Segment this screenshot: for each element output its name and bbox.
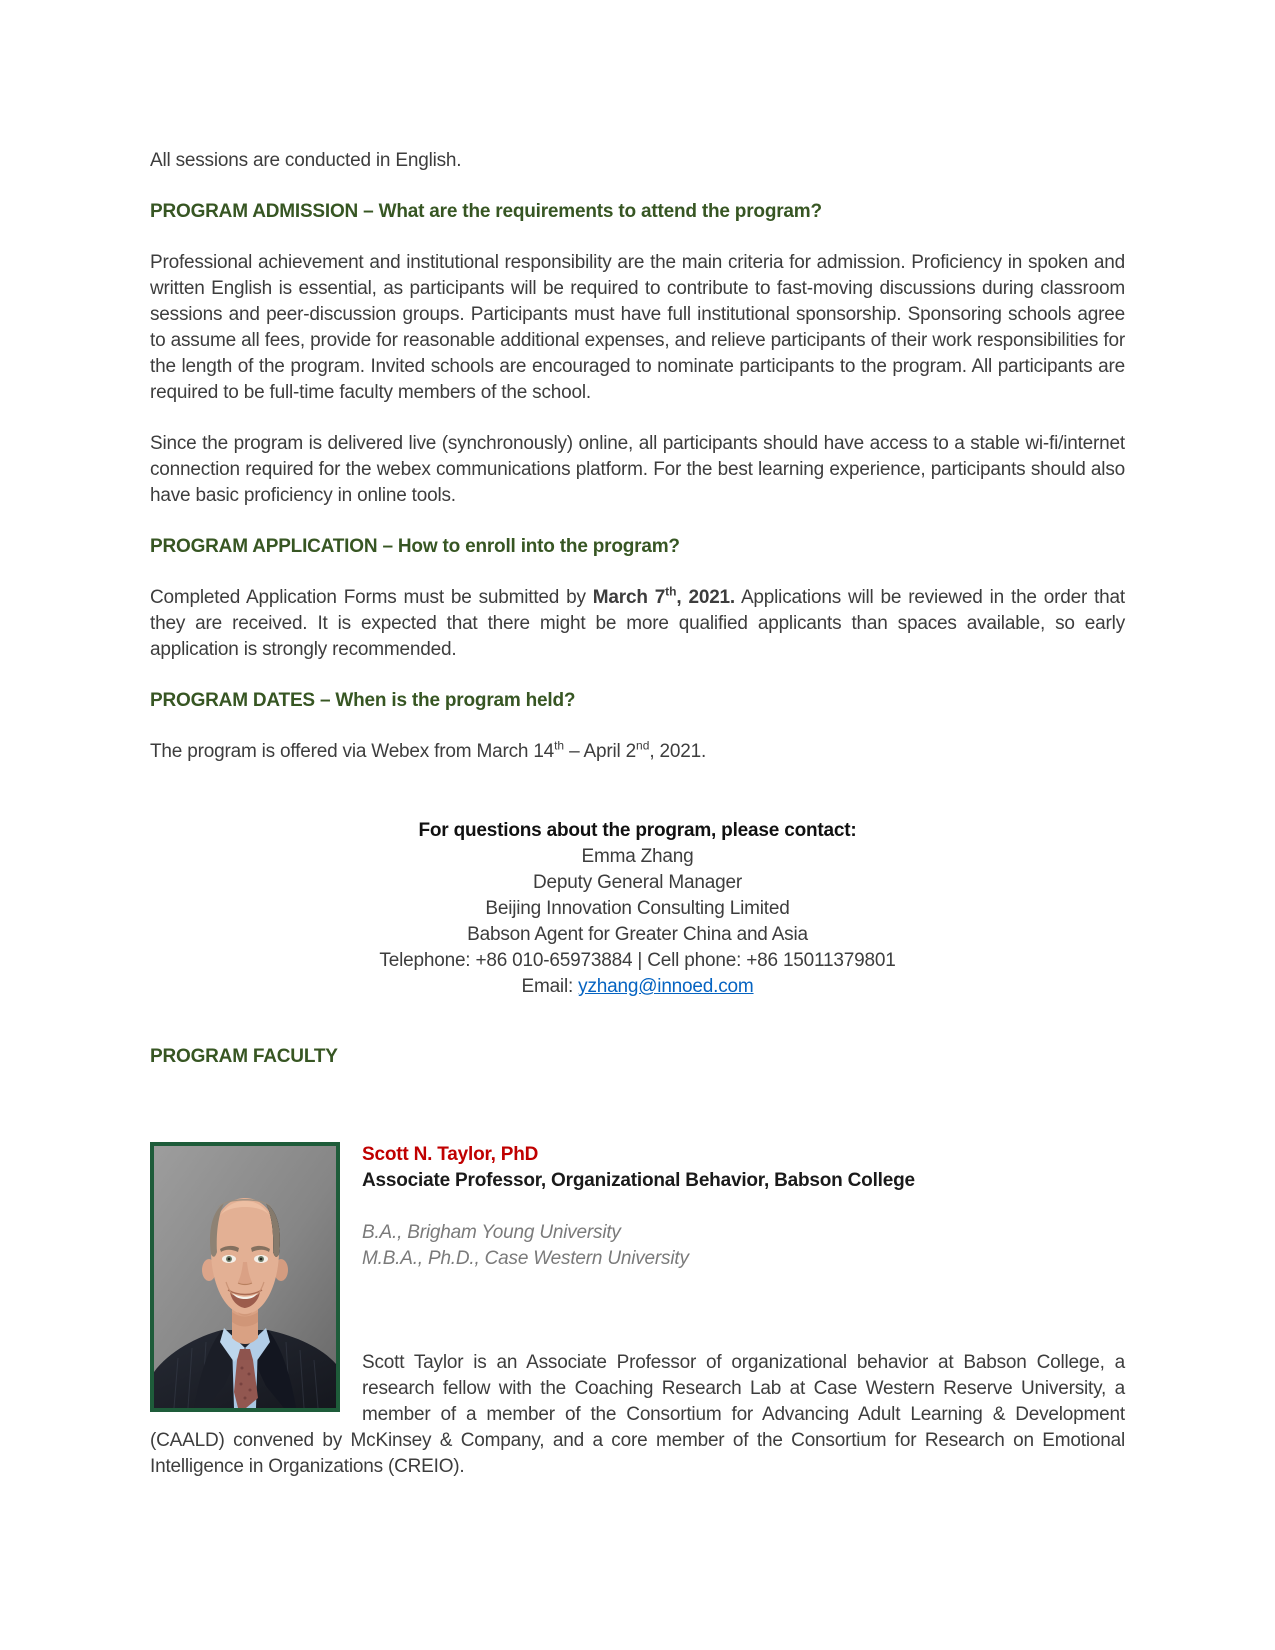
admission-paragraph-2: Since the program is delivered live (synchronously) online, all participants should have access to a stable wi-fi/internet connection required for the webex communications platform. For the best learning experience, participants should also have basic proficiency in online tools.: [150, 433, 1125, 506]
faculty-name: Scott N. Taylor, PhD: [362, 1144, 539, 1165]
dates-text-mid: – April 2: [564, 741, 637, 762]
dates-superscript-nd: nd: [636, 738, 650, 753]
contact-title: Deputy General Manager: [533, 872, 742, 893]
contact-role: Babson Agent for Greater China and Asia: [467, 924, 808, 945]
contact-email-label: Email:: [521, 976, 579, 997]
application-deadline-superscript: th: [665, 584, 677, 599]
contact-phone-line: Telephone: +86 010-65973884 | Cell phone: +86 15011379801: [379, 950, 896, 971]
contact-name: Emma Zhang: [581, 846, 694, 867]
dates-text-suffix: , 2021.: [649, 741, 707, 762]
contact-email-link[interactable]: yzhang@innoed.com: [578, 976, 754, 997]
section-heading-admission: PROGRAM ADMISSION – What are the requirements to attend the program?: [150, 201, 822, 222]
admission-paragraph-1: Professional achievement and institutional responsibility are the main criteria for admission. Proficiency in spoken and written English is essential, as participants will be required to contribute to fast-moving discussions during classroom sessions and peer-discussion groups. Participants must have full institutional sponsorship. Sponsoring schools agree to assume all fees, provide for reasonable additional expenses, and relieve participants of their work responsibilities for the length of the program. Invited schools are encouraged to nominate participants to the program. All participants are required to be full-time faculty members of the school.: [150, 252, 1125, 403]
dates-superscript-th: th: [554, 738, 565, 753]
application-paragraph: [150, 585, 1125, 663]
dates-text-prefix: The program is offered via Webex from March 14: [150, 741, 555, 762]
application-text-suffix: Applications will be reviewed in the order that they are received. It is expected that there might be more qualified applicants than spaces available, so early application is strongly recommended.: [150, 587, 1125, 660]
application-deadline-year: , 2021.: [676, 587, 736, 608]
section-heading-application: PROGRAM APPLICATION – How to enroll into the program?: [150, 536, 680, 557]
contact-email-line: [150, 974, 1125, 1000]
application-text-prefix: Completed Application Forms must be submitted by: [150, 587, 593, 608]
section-heading-dates: PROGRAM DATES – When is the program held?: [150, 690, 576, 711]
faculty-bio: Scott Taylor is an Associate Professor of organizational behavior at Babson College, a research fellow with the Coaching Research Lab at Case Western Reserve University, a member of a member of the Consortium for Advancing Adult Learning & Development (CAALD) convened by McKinsey & Company, and a core member of the Consortium for Research on Emotional Intelligence in Organizations (CREIO).: [150, 1352, 1125, 1477]
document-content: [150, 148, 1125, 1480]
contact-company: Beijing Innovation Consulting Limited: [485, 898, 790, 919]
intro-text: All sessions are conducted in English.: [150, 150, 462, 171]
faculty-role: Associate Professor, Organizational Behavior, Babson College: [362, 1170, 915, 1191]
faculty-photo: [150, 1142, 340, 1412]
faculty-portrait-image: [154, 1146, 336, 1408]
dates-paragraph: [150, 739, 1125, 765]
contact-block: [150, 818, 1125, 1000]
section-heading-faculty: PROGRAM FACULTY: [150, 1046, 338, 1067]
contact-heading: For questions about the program, please contact:: [418, 820, 857, 841]
faculty-credential-2: M.B.A., Ph.D., Case Western University: [362, 1248, 689, 1269]
faculty-credential-1: B.A., Brigham Young University: [362, 1222, 621, 1243]
application-deadline-date: March 7: [592, 587, 666, 608]
faculty-profile: [150, 1142, 1125, 1480]
